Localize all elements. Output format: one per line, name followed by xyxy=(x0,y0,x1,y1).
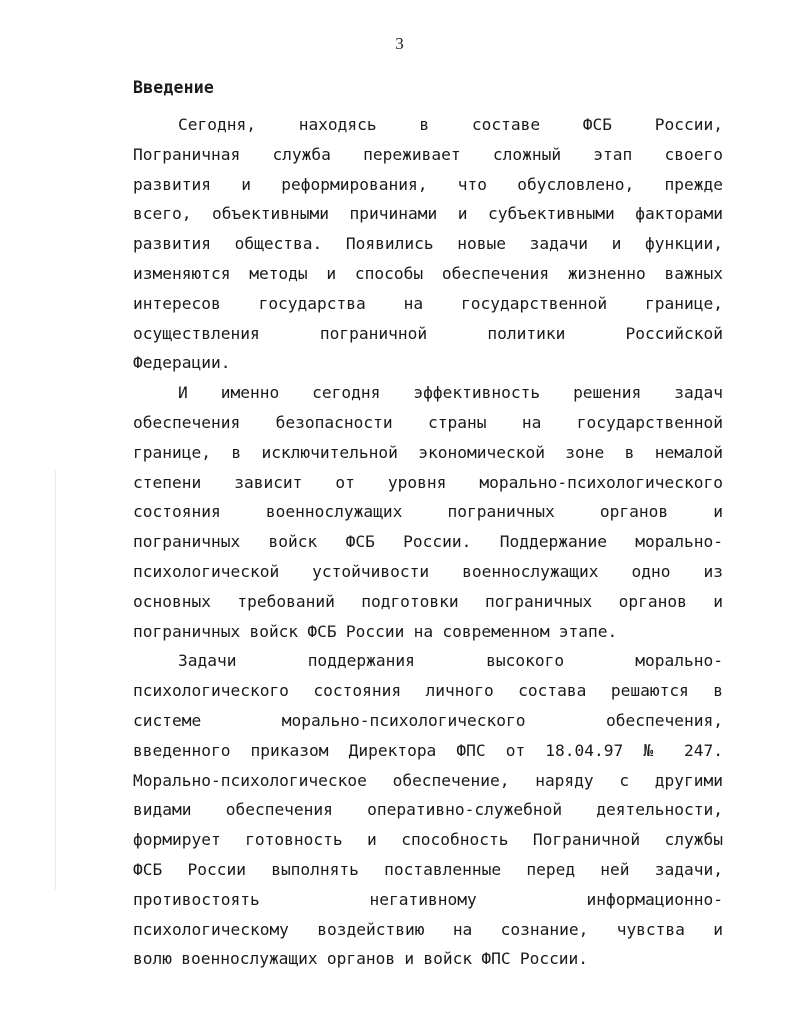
body-text xyxy=(133,110,723,974)
page-number: 3 xyxy=(395,34,404,53)
text-line: ФСБ России выполнять поставленные перед ней задачи, xyxy=(133,859,723,879)
text-line: И именно сегодня эффективность решения задач xyxy=(178,383,723,403)
text-line: пограничных войск ФСБ России на современном этапе. xyxy=(133,621,618,641)
text-line: Сегодня, находясь в составе ФСБ России, xyxy=(178,115,723,134)
text-line: Морально-психологическое обеспечение, наряду с другими xyxy=(133,770,723,790)
text-line: степени зависит от уровня морально-психологического xyxy=(133,472,723,492)
text-line: формирует готовность и способность Пограничной службы xyxy=(133,830,723,850)
text-line: основных требований подготовки пограничных органов и xyxy=(133,591,723,611)
paragraph-3 xyxy=(133,646,723,974)
text-line: пограничных войск ФСБ России. Поддержание морально- xyxy=(133,532,723,552)
text-line: противостоять негативному информационно- xyxy=(133,889,723,909)
text-line: развития и реформирования, что обусловлено, прежде xyxy=(133,174,723,194)
text-line: Пограничная служба переживает сложный этап своего xyxy=(133,144,723,164)
text-line: введенного приказом Директора ФПС от 18.04.97 № 247. xyxy=(133,740,723,760)
section-heading: Введение xyxy=(133,78,215,97)
text-line: психологическому воздействию на сознание, чувства и xyxy=(133,919,723,939)
text-line: психологической устойчивости военнослужащих одно из xyxy=(133,561,723,581)
text-line: всего, объективными причинами и субъективными факторами xyxy=(133,204,723,224)
text-line: осуществления пограничной политики Российской xyxy=(133,323,723,343)
text-line: системе морально-психологического обеспечения, xyxy=(133,710,723,730)
text-line: Задачи поддержания высокого морально- xyxy=(178,651,723,671)
text-line: изменяются методы и способы обеспечения жизненно важных xyxy=(133,263,723,283)
scan-margin-line xyxy=(55,470,56,890)
text-line: интересов государства на государственной границе, xyxy=(133,293,723,313)
text-line: психологического состояния личного состава решаются в xyxy=(133,681,723,701)
paragraph-1 xyxy=(133,110,723,378)
paragraph-2 xyxy=(133,378,723,646)
text-line: развития общества. Появились новые задачи и функции, xyxy=(133,234,723,254)
text-line: границе, в исключительной экономической зоне в немалой xyxy=(133,442,723,462)
text-line: Федерации. xyxy=(133,353,231,373)
text-line: обеспечения безопасности страны на государственной xyxy=(133,412,723,432)
text-line: состояния военнослужащих пограничных органов и xyxy=(133,502,723,522)
text-line: видами обеспечения оперативно-служебной деятельности, xyxy=(133,800,723,820)
text-line: волю военнослужащих органов и войск ФПС России. xyxy=(133,949,589,969)
